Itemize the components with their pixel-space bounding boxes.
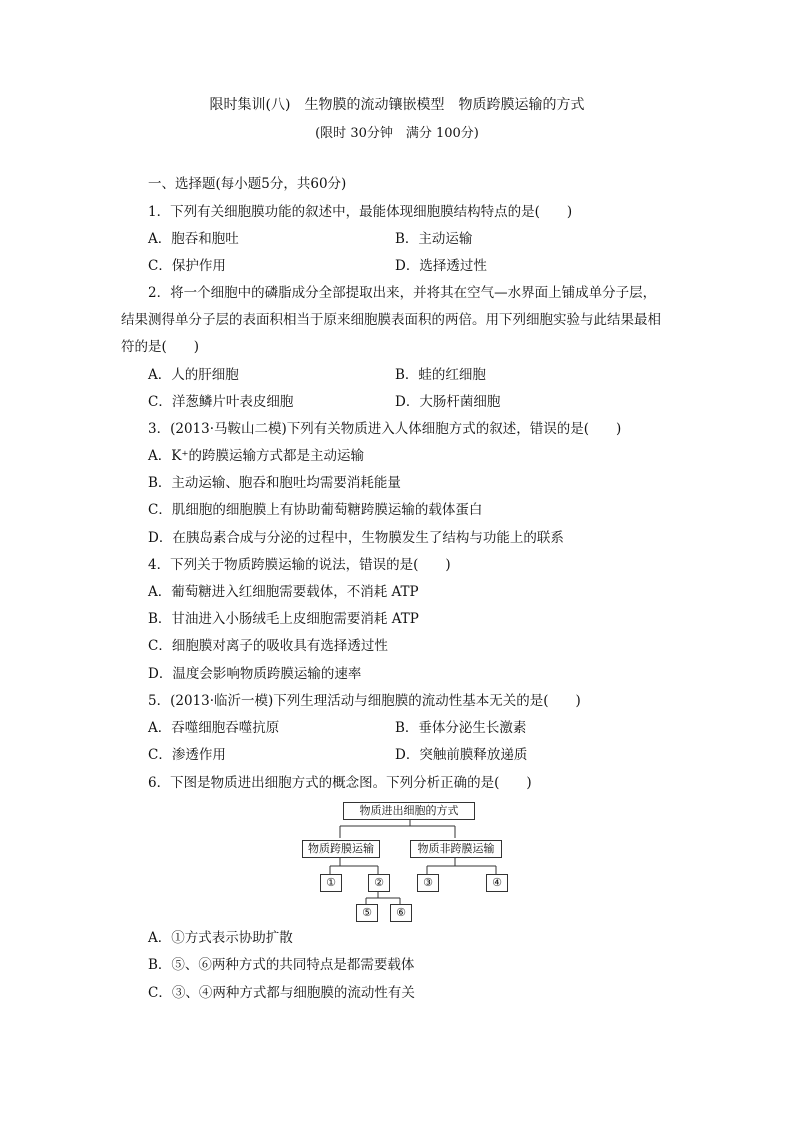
concept-diagram	[300, 800, 520, 922]
q2-option-b: B．蛙的红细胞	[395, 367, 486, 383]
diagram-node-2: ②	[368, 874, 390, 892]
q2-stem-line2: 结果测得单分子层的表面积相当于原来细胞膜表面积的两倍。用下列细胞实验与此结果最相	[121, 312, 661, 328]
q2-stem-line1: 2．将一个细胞中的磷脂成分全部提取出来，并将其在空气—水界面上铺成单分子层，	[148, 285, 657, 301]
q3-option-c: C．肌细胞的细胞膜上有协助葡萄糖跨膜运输的载体蛋白	[148, 502, 483, 518]
page-title: 限时集训(八) 生物膜的流动镶嵌模型 物质跨膜运输的方式	[209, 97, 585, 113]
diagram-node-6: ⑥	[390, 904, 412, 922]
q4-option-b: B．甘油进入小肠绒毛上皮细胞需要消耗 ATP	[148, 611, 419, 627]
diagram-node-3: ③	[417, 874, 439, 892]
q6-option-a: A．①方式表示协助扩散	[148, 930, 293, 946]
q3-stem: 3．(2013·马鞍山二模)下列有关物质进入人体细胞方式的叙述，错误的是( )	[148, 421, 622, 437]
q4-stem: 4．下列关于物质跨膜运输的说法，错误的是( )	[148, 557, 451, 573]
section-heading: 一、选择题(每小题5分，共60分)	[148, 176, 347, 192]
q4-option-c: C．细胞膜对离子的吸收具有选择透过性	[148, 638, 388, 654]
q1-stem: 1．下列有关细胞膜功能的叙述中，最能体现细胞膜结构特点的是( )	[148, 204, 573, 220]
q1-option-a: A．胞吞和胞吐	[148, 231, 239, 247]
q5-option-d: D．突触前膜释放递质	[395, 747, 528, 763]
q2-option-c: C．洋葱鳞片叶表皮细胞	[148, 394, 294, 410]
diagram-node-1: ①	[320, 874, 342, 892]
diagram-non-transmembrane-box: 物质非跨膜运输	[410, 840, 502, 858]
q3-option-a: A．K⁺的跨膜运输方式都是主动运输	[148, 448, 364, 464]
q6-option-c: C．③、④两种方式都与细胞膜的流动性有关	[148, 985, 415, 1001]
q1-option-d: D．选择透过性	[395, 258, 487, 274]
q4-option-d: D．温度会影响物质跨膜运输的速率	[148, 666, 362, 682]
q3-option-b: B．主动运输、胞吞和胞吐均需要消耗能量	[148, 475, 401, 491]
diagram-node-4: ④	[486, 874, 508, 892]
q5-option-a: A．吞噬细胞吞噬抗原	[148, 720, 280, 736]
q5-stem: 5．(2013·临沂一模)下列生理活动与细胞膜的流动性基本无关的是( )	[148, 693, 581, 709]
q6-stem: 6．下图是物质进出细胞方式的概念图。下列分析正确的是( )	[148, 775, 532, 791]
diagram-node-5: ⑤	[356, 904, 378, 922]
q1-option-b: B．主动运输	[395, 231, 473, 247]
q2-option-a: A．人的肝细胞	[148, 367, 239, 383]
q5-option-c: C．渗透作用	[148, 747, 226, 763]
diagram-root-box: 物质进出细胞的方式	[343, 802, 475, 820]
diagram-transmembrane-box: 物质跨膜运输	[302, 840, 380, 858]
q2-stem-line3: 符的是( )	[121, 339, 200, 355]
q2-option-d: D．大肠杆菌细胞	[395, 394, 501, 410]
page-subtitle: (限时 30分钟 满分 100分)	[315, 126, 479, 141]
q1-option-c: C．保护作用	[148, 258, 226, 274]
q5-option-b: B．垂体分泌生长激素	[395, 720, 527, 736]
q3-option-d: D．在胰岛素合成与分泌的过程中，生物膜发生了结构与功能上的联系	[148, 530, 564, 546]
q6-option-b: B．⑤、⑥两种方式的共同特点是都需要载体	[148, 957, 415, 973]
q4-option-a: A．葡萄糖进入红细胞需要载体，不消耗 ATP	[148, 584, 419, 600]
